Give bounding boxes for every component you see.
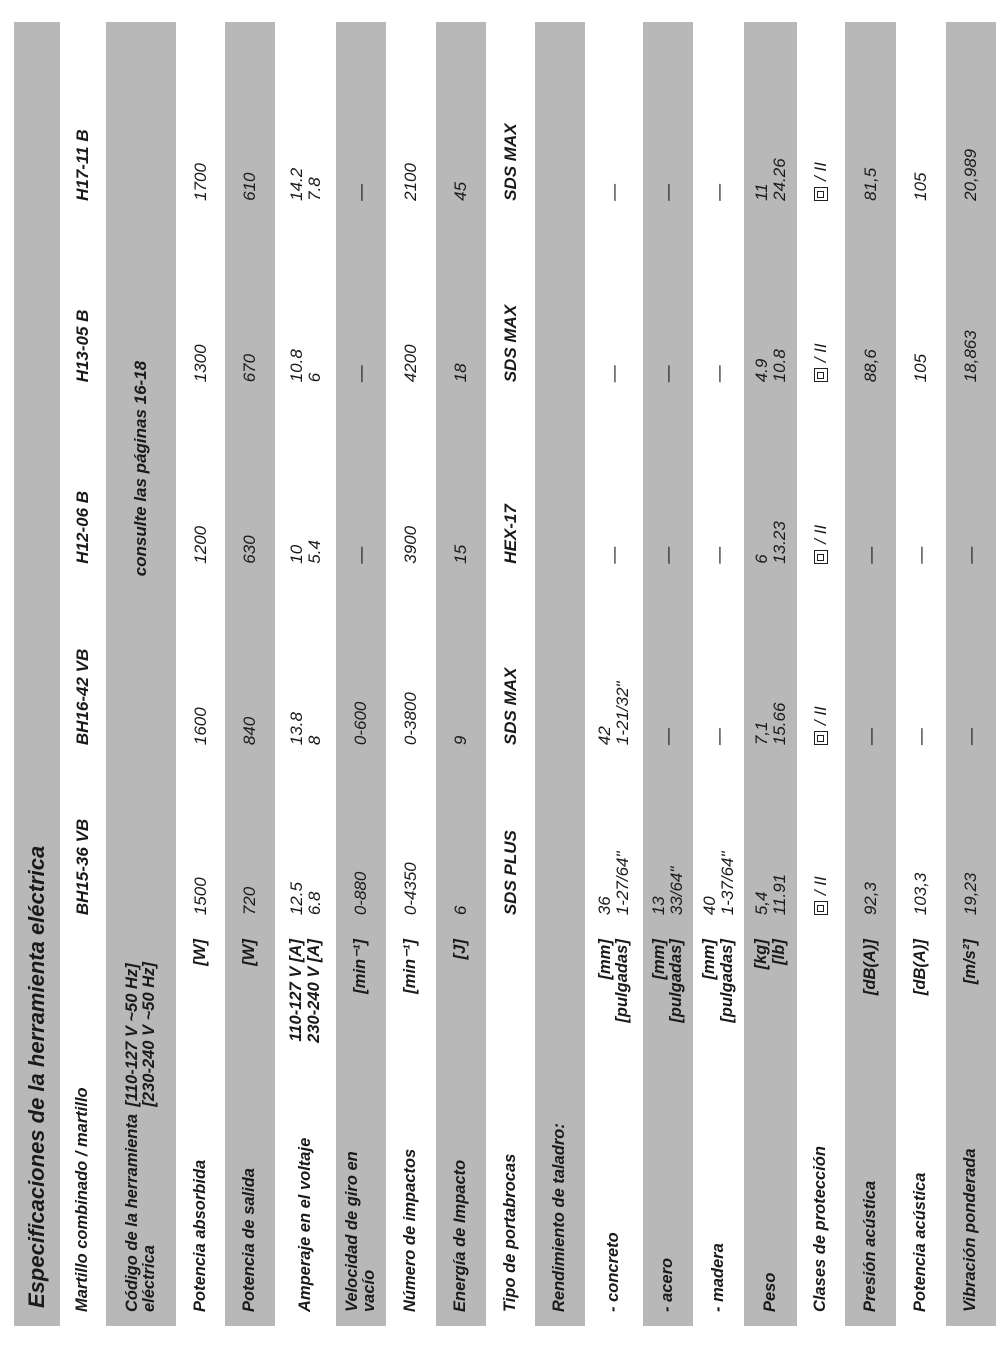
row-label: Potencia absorbida <box>190 1159 209 1312</box>
value-cell <box>693 215 744 396</box>
value-line: 1-27/64" <box>613 851 632 916</box>
table-row <box>845 22 896 1326</box>
value-cell <box>643 396 693 577</box>
value-cell <box>386 215 436 396</box>
value-cell <box>693 759 744 929</box>
value-cell <box>946 215 996 396</box>
row-unit <box>946 929 996 1110</box>
value-cell <box>946 759 996 929</box>
value-cell <box>946 22 996 215</box>
value-line: SDS MAX <box>500 667 520 746</box>
table-row <box>643 22 693 1326</box>
value-cell <box>744 578 797 759</box>
row-unit <box>845 929 896 1110</box>
value-line: 13.23 <box>769 521 789 564</box>
value-line: — <box>961 546 981 564</box>
code-span-text: consulte las páginas 16-18 <box>106 22 176 929</box>
table-row <box>275 22 336 1326</box>
value-cell <box>336 215 386 396</box>
value-line: 1200 <box>190 525 210 564</box>
value-line: SDS MAX <box>500 304 520 383</box>
table-row <box>436 22 486 1326</box>
value-line: — <box>604 546 624 564</box>
value-line: — <box>604 365 624 383</box>
value-line: 1700 <box>190 163 210 201</box>
protection-class: / II <box>811 876 831 896</box>
row-unit <box>275 929 336 1110</box>
code-unit-1: [110-127 V ~50 Hz] <box>122 963 141 1107</box>
unit-line-1: [W] <box>190 939 209 966</box>
value-cell <box>336 578 386 759</box>
unit-line-1: [m/s²] <box>961 939 980 985</box>
value-line: 0-880 <box>351 871 371 916</box>
row-unit <box>896 929 946 1110</box>
value-line: — <box>860 546 880 564</box>
unit-line-1: [min⁻¹] <box>351 939 370 994</box>
row-label: Vibración ponderada <box>946 1111 996 1326</box>
value-cell <box>585 759 643 929</box>
table-row <box>797 22 845 1326</box>
value-cell <box>845 396 896 577</box>
code-unit <box>106 929 176 1110</box>
value-line: — <box>351 183 371 201</box>
page-title: Especificaciones de la herramienta eléctrica <box>14 22 60 1326</box>
value-cell <box>225 759 275 929</box>
row-label: Energía de Impacto <box>436 1111 486 1326</box>
value-line: — <box>708 546 728 564</box>
value-line: 33/64" <box>667 866 686 916</box>
value-line: 13.8 <box>286 712 306 746</box>
value-line: 15.66 <box>769 702 789 746</box>
value-line: 0-4350 <box>401 862 421 916</box>
row-label: - madera <box>708 1243 727 1312</box>
value-line: 10 <box>286 544 306 564</box>
value-line: 10.8 <box>769 349 789 383</box>
value-line: 1-37/64" <box>717 851 737 916</box>
value-line: SDS PLUS <box>500 830 520 916</box>
value-line: 720 <box>240 886 260 916</box>
value-cell <box>845 578 896 759</box>
value-cell <box>896 759 946 929</box>
value-line: — <box>351 546 371 564</box>
value-cell <box>797 22 845 215</box>
model-name: BH16-42 VB <box>73 648 93 746</box>
row-label: - acero <box>643 1111 693 1326</box>
value-cell <box>693 578 744 759</box>
value-cell <box>275 22 336 215</box>
value-line: 0-3800 <box>401 692 421 746</box>
value-cell <box>643 215 693 396</box>
value-cell <box>436 396 486 577</box>
value-cell <box>535 396 585 577</box>
row-label: Amperaje en el voltaje <box>295 1137 314 1312</box>
unit-line-1: [mm] <box>700 939 719 980</box>
value-cell <box>275 578 336 759</box>
model-name: H13-05 B <box>73 309 93 383</box>
unit-line-2: [pulgadas] <box>667 939 685 1023</box>
row-unit <box>643 929 693 1110</box>
value-line: 4.9 <box>751 358 771 383</box>
value-cell <box>176 22 225 215</box>
value-line: — <box>604 183 624 201</box>
value-line: 7.8 <box>304 177 324 201</box>
value-cell <box>896 22 946 215</box>
table-row <box>693 22 744 1326</box>
unit-line-1: [dB(A)] <box>860 939 879 996</box>
table-row <box>535 22 585 1326</box>
value-line: 18 <box>451 363 471 383</box>
table-row <box>225 22 275 1326</box>
value-cell <box>486 22 535 215</box>
value-cell <box>275 215 336 396</box>
value-line: 1600 <box>190 707 210 746</box>
value-cell <box>176 578 225 759</box>
value-line: 3900 <box>401 525 421 564</box>
value-line: 88,6 <box>860 349 880 383</box>
unit-line-1: [mm] <box>595 939 614 980</box>
value-cell <box>797 396 845 577</box>
value-line: HEX-17 <box>500 504 520 564</box>
value-line: 610 <box>240 172 260 201</box>
value-line: 1-21/32" <box>613 681 632 746</box>
value-line: 14.2 <box>286 167 306 201</box>
value-line: — <box>708 365 728 383</box>
value-cell <box>176 396 225 577</box>
value-cell <box>744 759 797 929</box>
row-unit <box>535 929 585 1110</box>
value-cell <box>797 759 845 929</box>
value-cell <box>946 578 996 759</box>
table-row <box>176 22 225 1326</box>
row-unit <box>176 929 225 1110</box>
value-cell <box>896 578 946 759</box>
value-cell <box>845 215 896 396</box>
row-unit <box>797 929 845 1110</box>
value-line: — <box>911 546 931 564</box>
value-cell <box>643 22 693 215</box>
value-line: 5.4 <box>304 540 324 564</box>
table-row <box>486 22 535 1326</box>
value-cell <box>585 578 643 759</box>
value-line: — <box>911 728 931 746</box>
row-label: Clases de protección <box>811 1146 830 1312</box>
value-cell <box>386 759 436 929</box>
value-cell <box>946 396 996 577</box>
double-square-icon <box>814 550 828 564</box>
value-cell <box>486 578 535 759</box>
value-cell <box>845 759 896 929</box>
value-cell <box>436 215 486 396</box>
row-label: Tipo de portabrocas <box>500 1153 519 1312</box>
value-cell <box>797 215 845 396</box>
value-cell <box>535 759 585 929</box>
unit-line-1: [min⁻¹] <box>401 939 420 994</box>
row-unit <box>386 929 436 1110</box>
unit-line-2: 230-240 V [A] <box>304 939 323 1043</box>
value-line: SDS MAX <box>500 123 520 201</box>
value-cell <box>535 578 585 759</box>
value-cell <box>744 396 797 577</box>
row-unit <box>693 929 744 1110</box>
table-row <box>386 22 436 1326</box>
model-name: H12-06 B <box>73 490 93 564</box>
unit-line-1: [mm] <box>649 939 668 980</box>
protection-class: / II <box>811 524 831 544</box>
protection-class: / II <box>811 343 831 363</box>
value-cell <box>225 215 275 396</box>
value-line: 6 <box>304 372 324 383</box>
value-line: 6.8 <box>304 891 324 916</box>
value-line: 36 <box>595 896 615 916</box>
value-cell <box>744 215 797 396</box>
value-line: — <box>658 546 678 564</box>
value-line: 40 <box>699 896 719 916</box>
double-square-icon <box>814 731 828 745</box>
model-name: BH15-36 VB <box>73 818 93 916</box>
spec-table <box>14 22 996 1326</box>
row-label: Peso <box>744 1111 797 1326</box>
table-row <box>744 22 797 1326</box>
unit-line-2: [pulgadas] <box>717 939 736 1023</box>
table-row <box>946 22 996 1326</box>
table-row <box>585 22 643 1326</box>
double-square-icon <box>814 368 828 382</box>
double-square-icon <box>814 187 828 201</box>
value-cell <box>436 22 486 215</box>
value-line: 1300 <box>190 344 210 383</box>
value-line: — <box>708 728 728 746</box>
value-line: 2100 <box>401 163 421 201</box>
value-cell <box>535 215 585 396</box>
header-row <box>60 22 106 1326</box>
value-line: 630 <box>240 535 260 564</box>
value-cell <box>436 578 486 759</box>
value-cell <box>275 396 336 577</box>
value-line: 6 <box>451 905 471 916</box>
value-line: 103,3 <box>911 872 931 916</box>
value-line: 670 <box>240 353 260 383</box>
value-line: 105 <box>911 353 931 383</box>
value-line: 0-600 <box>351 701 371 746</box>
row-unit <box>744 929 797 1110</box>
value-cell <box>386 396 436 577</box>
row-label: Potencia acústica <box>911 1172 930 1312</box>
value-cell <box>896 396 946 577</box>
value-cell <box>225 578 275 759</box>
value-line: 24.26 <box>769 158 789 201</box>
value-line: 8 <box>304 735 324 746</box>
row-unit <box>486 929 535 1110</box>
value-cell <box>386 578 436 759</box>
row-label: Rendimiento de taladro: <box>535 1111 585 1326</box>
row-unit <box>585 929 643 1110</box>
value-cell <box>896 215 946 396</box>
value-cell <box>176 759 225 929</box>
unit-line-1: [dB(A)] <box>911 939 930 996</box>
value-line: — <box>658 365 678 383</box>
value-cell <box>535 22 585 215</box>
code-row <box>106 22 176 1326</box>
header-label: Martillo combinado / martillo <box>73 1087 92 1312</box>
unit-line-1: 110-127 V [A] <box>287 939 306 1042</box>
value-line: 12.5 <box>286 882 306 916</box>
value-cell <box>744 22 797 215</box>
unit-line-2: [pulgadas] <box>613 939 631 1023</box>
value-cell <box>486 215 535 396</box>
value-cell <box>643 759 693 929</box>
value-cell <box>386 22 436 215</box>
value-line: 840 <box>240 716 260 746</box>
value-cell <box>585 215 643 396</box>
value-line: 7,1 <box>751 721 771 746</box>
value-line: 11.91 <box>769 873 789 916</box>
value-line: 105 <box>911 172 931 201</box>
value-line: 15 <box>451 544 471 564</box>
value-line: 1500 <box>190 877 210 916</box>
value-cell <box>336 396 386 577</box>
value-cell <box>643 578 693 759</box>
row-label: - concreto <box>604 1232 623 1312</box>
value-line: — <box>708 183 728 201</box>
row-label: Número de impactos <box>401 1148 420 1312</box>
value-cell <box>585 396 643 577</box>
value-line: 42 <box>595 726 615 746</box>
value-line: 81,5 <box>860 167 880 201</box>
value-line: — <box>658 728 678 746</box>
value-line: 45 <box>451 181 471 201</box>
table-row <box>896 22 946 1326</box>
row-label: Potencia de salida <box>225 1111 275 1326</box>
row-unit <box>436 929 486 1110</box>
value-line: 6 <box>751 554 771 564</box>
value-cell <box>693 396 744 577</box>
value-cell <box>585 22 643 215</box>
unit-line-1: [kg] <box>752 939 771 970</box>
unit-line-1: [W] <box>240 939 259 966</box>
value-cell <box>845 22 896 215</box>
value-line: 11 <box>751 183 771 201</box>
value-line: 10.8 <box>286 349 306 383</box>
double-square-icon <box>814 901 828 915</box>
value-line: 20,989 <box>961 148 981 201</box>
value-cell <box>486 759 535 929</box>
value-cell <box>797 578 845 759</box>
unit-line-1: [J] <box>451 939 470 960</box>
value-line: 18,863 <box>961 330 981 383</box>
value-line: 4200 <box>401 344 421 383</box>
value-line: — <box>961 728 981 746</box>
unit-line-2: [lb] <box>769 939 788 965</box>
value-line: 92,3 <box>860 882 880 916</box>
title-row <box>14 22 60 1326</box>
row-label: Presión acústica <box>845 1111 896 1326</box>
value-line: 9 <box>451 735 471 746</box>
value-cell <box>436 759 486 929</box>
value-line: — <box>351 365 371 383</box>
value-cell <box>486 396 535 577</box>
value-line: — <box>658 183 678 201</box>
value-line: 19,23 <box>961 872 981 916</box>
code-label: Código de la herramienta eléctrica <box>106 1111 176 1326</box>
value-cell <box>336 759 386 929</box>
value-cell <box>176 215 225 396</box>
value-line: 13 <box>649 896 669 916</box>
value-cell <box>275 759 336 929</box>
row-unit <box>336 929 386 1110</box>
code-unit-2: [230-240 V ~50 Hz] <box>140 962 158 1107</box>
table-row <box>336 22 386 1326</box>
value-cell <box>693 22 744 215</box>
protection-class: / II <box>811 161 831 181</box>
row-unit <box>225 929 275 1110</box>
value-line: — <box>860 728 880 746</box>
value-cell <box>225 396 275 577</box>
row-label: Velocidad de giro en vacío <box>336 1111 386 1326</box>
value-line: 5,4 <box>751 891 771 916</box>
protection-class: / II <box>811 706 831 726</box>
value-cell <box>336 22 386 215</box>
value-cell <box>225 22 275 215</box>
model-name: H17-11 B <box>73 129 93 201</box>
